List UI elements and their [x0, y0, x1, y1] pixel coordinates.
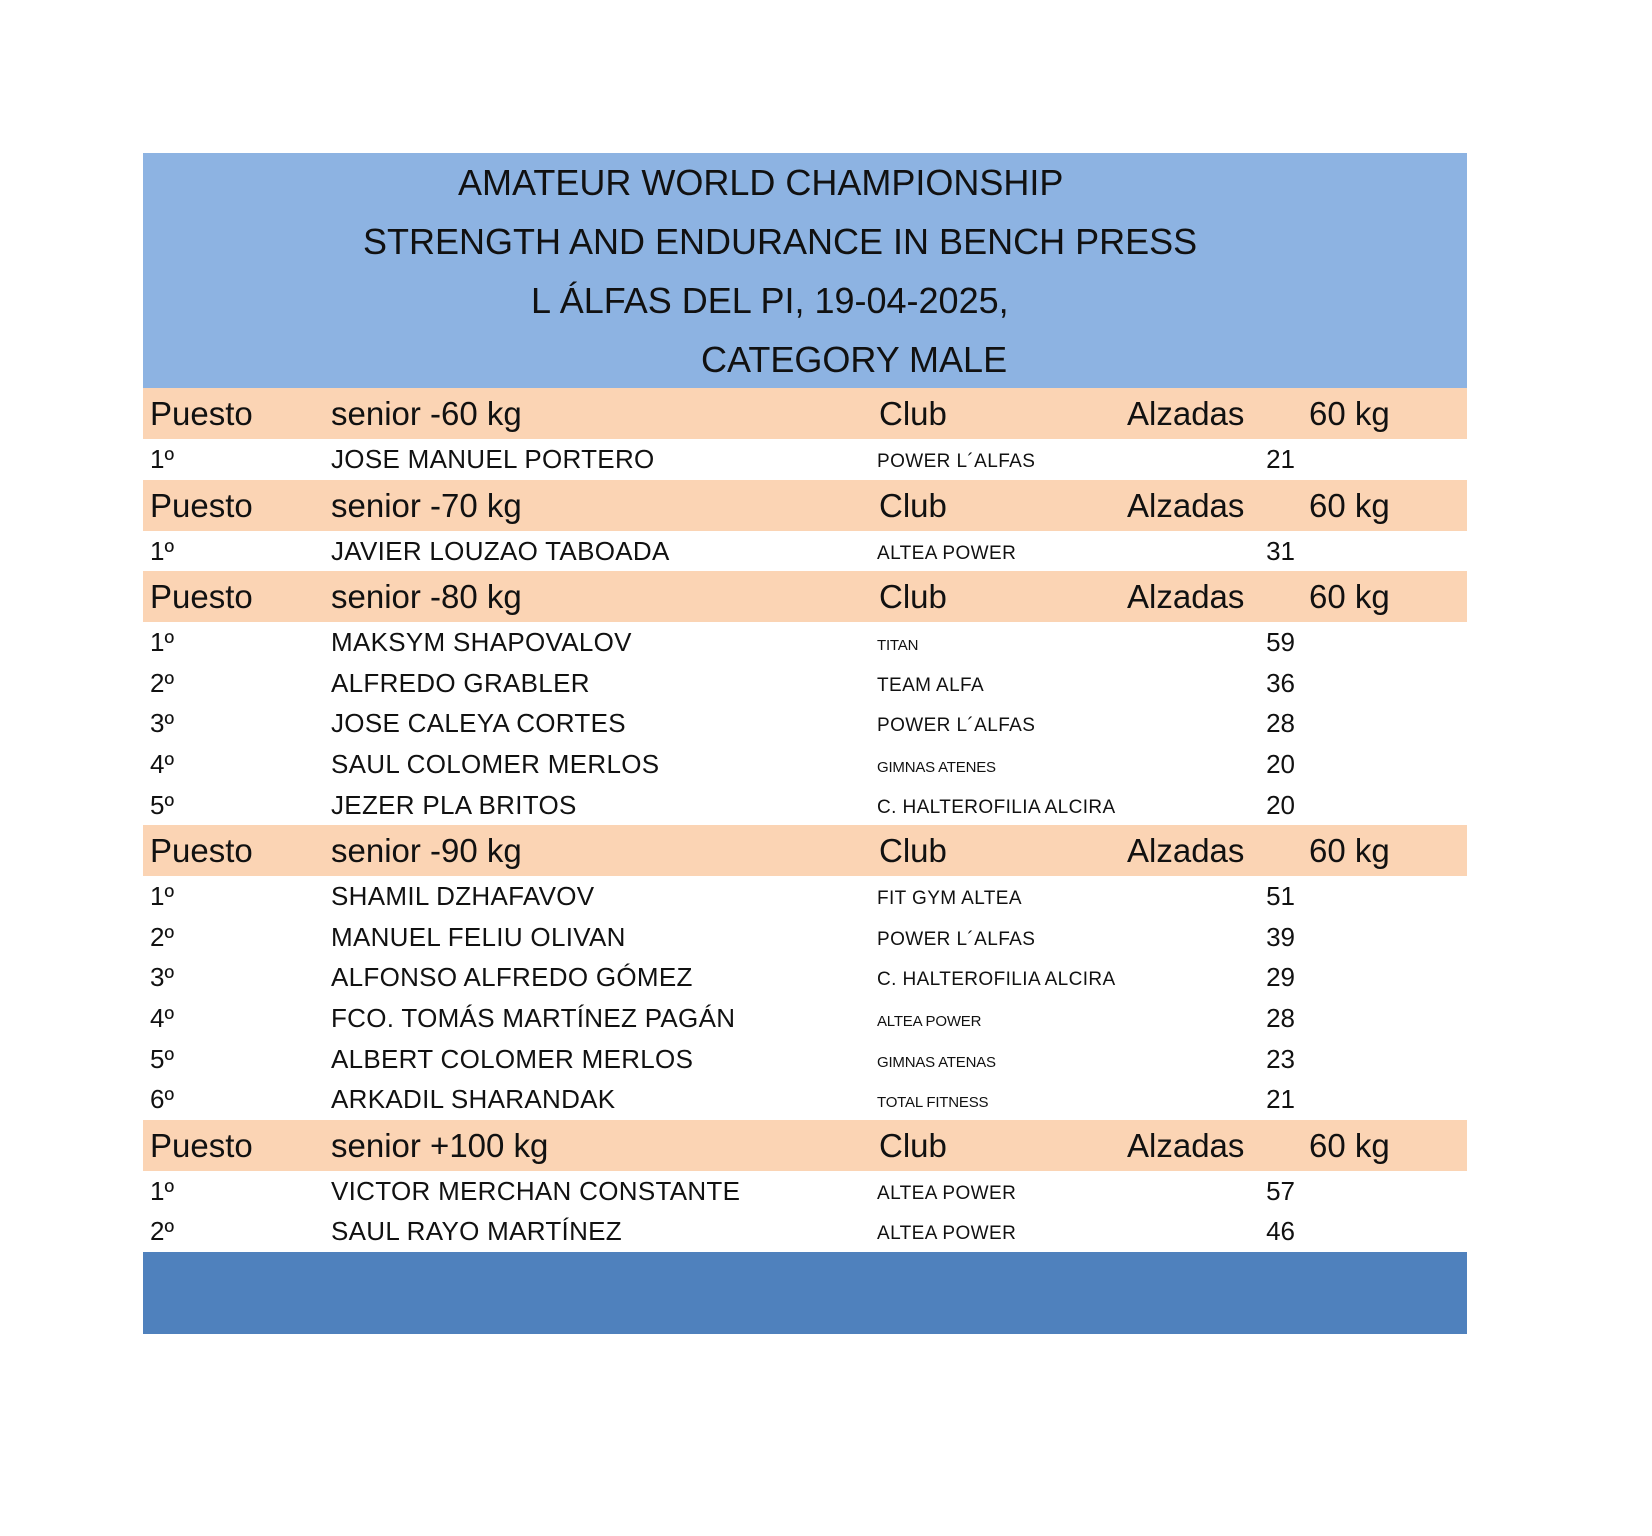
position: 1º — [150, 627, 174, 658]
alzadas-value: 21 — [1266, 444, 1295, 474]
alzadas-label: Alzadas — [1127, 832, 1245, 870]
table-row — [143, 1039, 1467, 1080]
title-line-2: STRENGTH AND ENDURANCE IN BENCH PRESS — [363, 221, 1198, 262]
weight-label: 60 kg — [1309, 578, 1390, 616]
position: 4º — [150, 1002, 174, 1033]
puesto-label: Puesto — [150, 486, 253, 524]
category-header — [143, 1120, 1467, 1171]
puesto-label: Puesto — [150, 578, 253, 616]
athlete-name: ALBERT COLOMER MERLOS — [331, 1043, 694, 1074]
club-name: ALTEA POWER — [877, 1182, 1017, 1204]
alzadas-value: 20 — [1266, 789, 1295, 820]
table-row — [143, 622, 1467, 663]
footer-band — [143, 1252, 1467, 1334]
athlete-name: SHAMIL DZHAFAVOV — [331, 881, 595, 912]
alzadas-value: 59 — [1266, 627, 1295, 658]
club-name: GIMNAS ATENAS — [877, 1053, 996, 1071]
title-line-4: CATEGORY MALE — [701, 339, 1008, 380]
club-name: TOTAL FITNESS — [877, 1094, 989, 1112]
athlete-name: FCO. TOMÁS MARTÍNEZ PAGÁN — [331, 1002, 736, 1033]
position: 3º — [150, 962, 174, 993]
title-line-1: AMATEUR WORLD CHAMPIONSHIP — [458, 162, 1064, 203]
category-name: senior -90 kg — [331, 832, 522, 870]
alzadas-label: Alzadas — [1127, 486, 1245, 524]
category-name: senior -70 kg — [331, 486, 522, 524]
alzadas-value: 20 — [1266, 748, 1295, 779]
alzadas-value: 39 — [1266, 921, 1295, 952]
club-name: POWER L´ALFAS — [877, 715, 1036, 737]
category-header — [143, 388, 1467, 439]
position: 2º — [150, 667, 174, 698]
club-name: ALTEA POWER — [877, 1012, 982, 1030]
table-row — [143, 998, 1467, 1039]
athlete-name: SAUL RAYO MARTÍNEZ — [331, 1216, 622, 1247]
club-name: ALTEA POWER — [877, 542, 1017, 564]
position: 4º — [150, 748, 174, 779]
table-row — [143, 876, 1467, 917]
club-label: Club — [879, 578, 947, 616]
position: 1º — [150, 881, 174, 912]
club-label: Club — [879, 395, 947, 432]
athlete-name: JOSE CALEYA CORTES — [331, 708, 626, 739]
athlete-name: JAVIER LOUZAO TABOADA — [331, 535, 670, 566]
table-row — [143, 703, 1467, 744]
table-row — [143, 917, 1467, 958]
table-row — [143, 744, 1467, 785]
table-row — [143, 785, 1467, 826]
club-name: C. HALTEROFILIA ALCIRA — [877, 796, 1116, 818]
alzadas-value: 29 — [1266, 962, 1295, 993]
puesto-label: Puesto — [150, 1126, 253, 1164]
athlete-name: MAKSYM SHAPOVALOV — [331, 627, 632, 658]
alzadas-value: 46 — [1266, 1216, 1295, 1247]
table-row — [143, 663, 1467, 704]
alzadas-value: 28 — [1266, 708, 1295, 739]
club-label: Club — [879, 1126, 947, 1164]
athlete-name: JOSE MANUEL PORTERO — [331, 444, 655, 474]
weight-label: 60 kg — [1309, 832, 1390, 870]
athlete-name: ARKADIL SHARANDAK — [331, 1084, 616, 1115]
position: 2º — [150, 1216, 174, 1247]
category-header — [143, 825, 1467, 876]
position: 3º — [150, 708, 174, 739]
alzadas-value: 36 — [1266, 667, 1295, 698]
table-row — [143, 1079, 1467, 1120]
alzadas-value: 31 — [1266, 535, 1295, 566]
table-row — [143, 531, 1467, 572]
position: 5º — [150, 789, 174, 820]
weight-label: 60 kg — [1309, 486, 1390, 524]
club-name: TEAM ALFA — [877, 674, 985, 696]
club-name: POWER L´ALFAS — [877, 451, 1036, 472]
puesto-label: Puesto — [150, 395, 253, 432]
category-name: senior -80 kg — [331, 578, 522, 616]
alzadas-value: 51 — [1266, 881, 1295, 912]
category-name: senior +100 kg — [331, 1126, 549, 1164]
athlete-name: SAUL COLOMER MERLOS — [331, 748, 660, 779]
club-label: Club — [879, 486, 947, 524]
athlete-name: MANUEL FELIU OLIVAN — [331, 921, 626, 952]
title-line-3: L ÁLFAS DEL PI, 19-04-2025, — [531, 280, 1009, 321]
weight-label: 60 kg — [1309, 1126, 1390, 1164]
weight-label: 60 kg — [1309, 395, 1390, 432]
club-name: C. HALTEROFILIA ALCIRA — [877, 969, 1116, 991]
position: 2º — [150, 921, 174, 952]
alzadas-value: 23 — [1266, 1043, 1295, 1074]
athlete-name: ALFREDO GRABLER — [331, 667, 590, 698]
table-row — [143, 1211, 1467, 1252]
alzadas-label: Alzadas — [1127, 395, 1245, 432]
category-header — [143, 480, 1467, 531]
club-name: ALTEA POWER — [877, 1223, 1017, 1245]
athlete-name: VICTOR MERCHAN CONSTANTE — [331, 1175, 741, 1206]
club-name: POWER L´ALFAS — [877, 928, 1036, 950]
table-row — [143, 957, 1467, 998]
athlete-name: ALFONSO ALFREDO GÓMEZ — [331, 962, 693, 993]
athlete-name: JEZER PLA BRITOS — [331, 789, 577, 820]
alzadas-label: Alzadas — [1127, 578, 1245, 616]
club-name: TITAN — [877, 637, 919, 655]
position: 1º — [150, 1175, 174, 1206]
position: 1º — [150, 444, 174, 474]
alzadas-value: 21 — [1266, 1084, 1295, 1115]
alzadas-value: 28 — [1266, 1002, 1295, 1033]
table-row — [143, 1171, 1467, 1212]
position: 1º — [150, 535, 174, 566]
club-name: GIMNAS ATENES — [877, 758, 996, 776]
club-name: FIT GYM ALTEA — [877, 888, 1022, 910]
table-row — [143, 439, 1467, 480]
club-label: Club — [879, 832, 947, 870]
position: 6º — [150, 1084, 174, 1115]
alzadas-value: 57 — [1266, 1175, 1295, 1206]
results-sheet — [143, 153, 1467, 1334]
title-block — [143, 153, 1467, 388]
category-name: senior -60 kg — [331, 395, 522, 432]
category-header — [143, 571, 1467, 622]
puesto-label: Puesto — [150, 832, 253, 870]
alzadas-label: Alzadas — [1127, 1126, 1245, 1164]
position: 5º — [150, 1043, 174, 1074]
